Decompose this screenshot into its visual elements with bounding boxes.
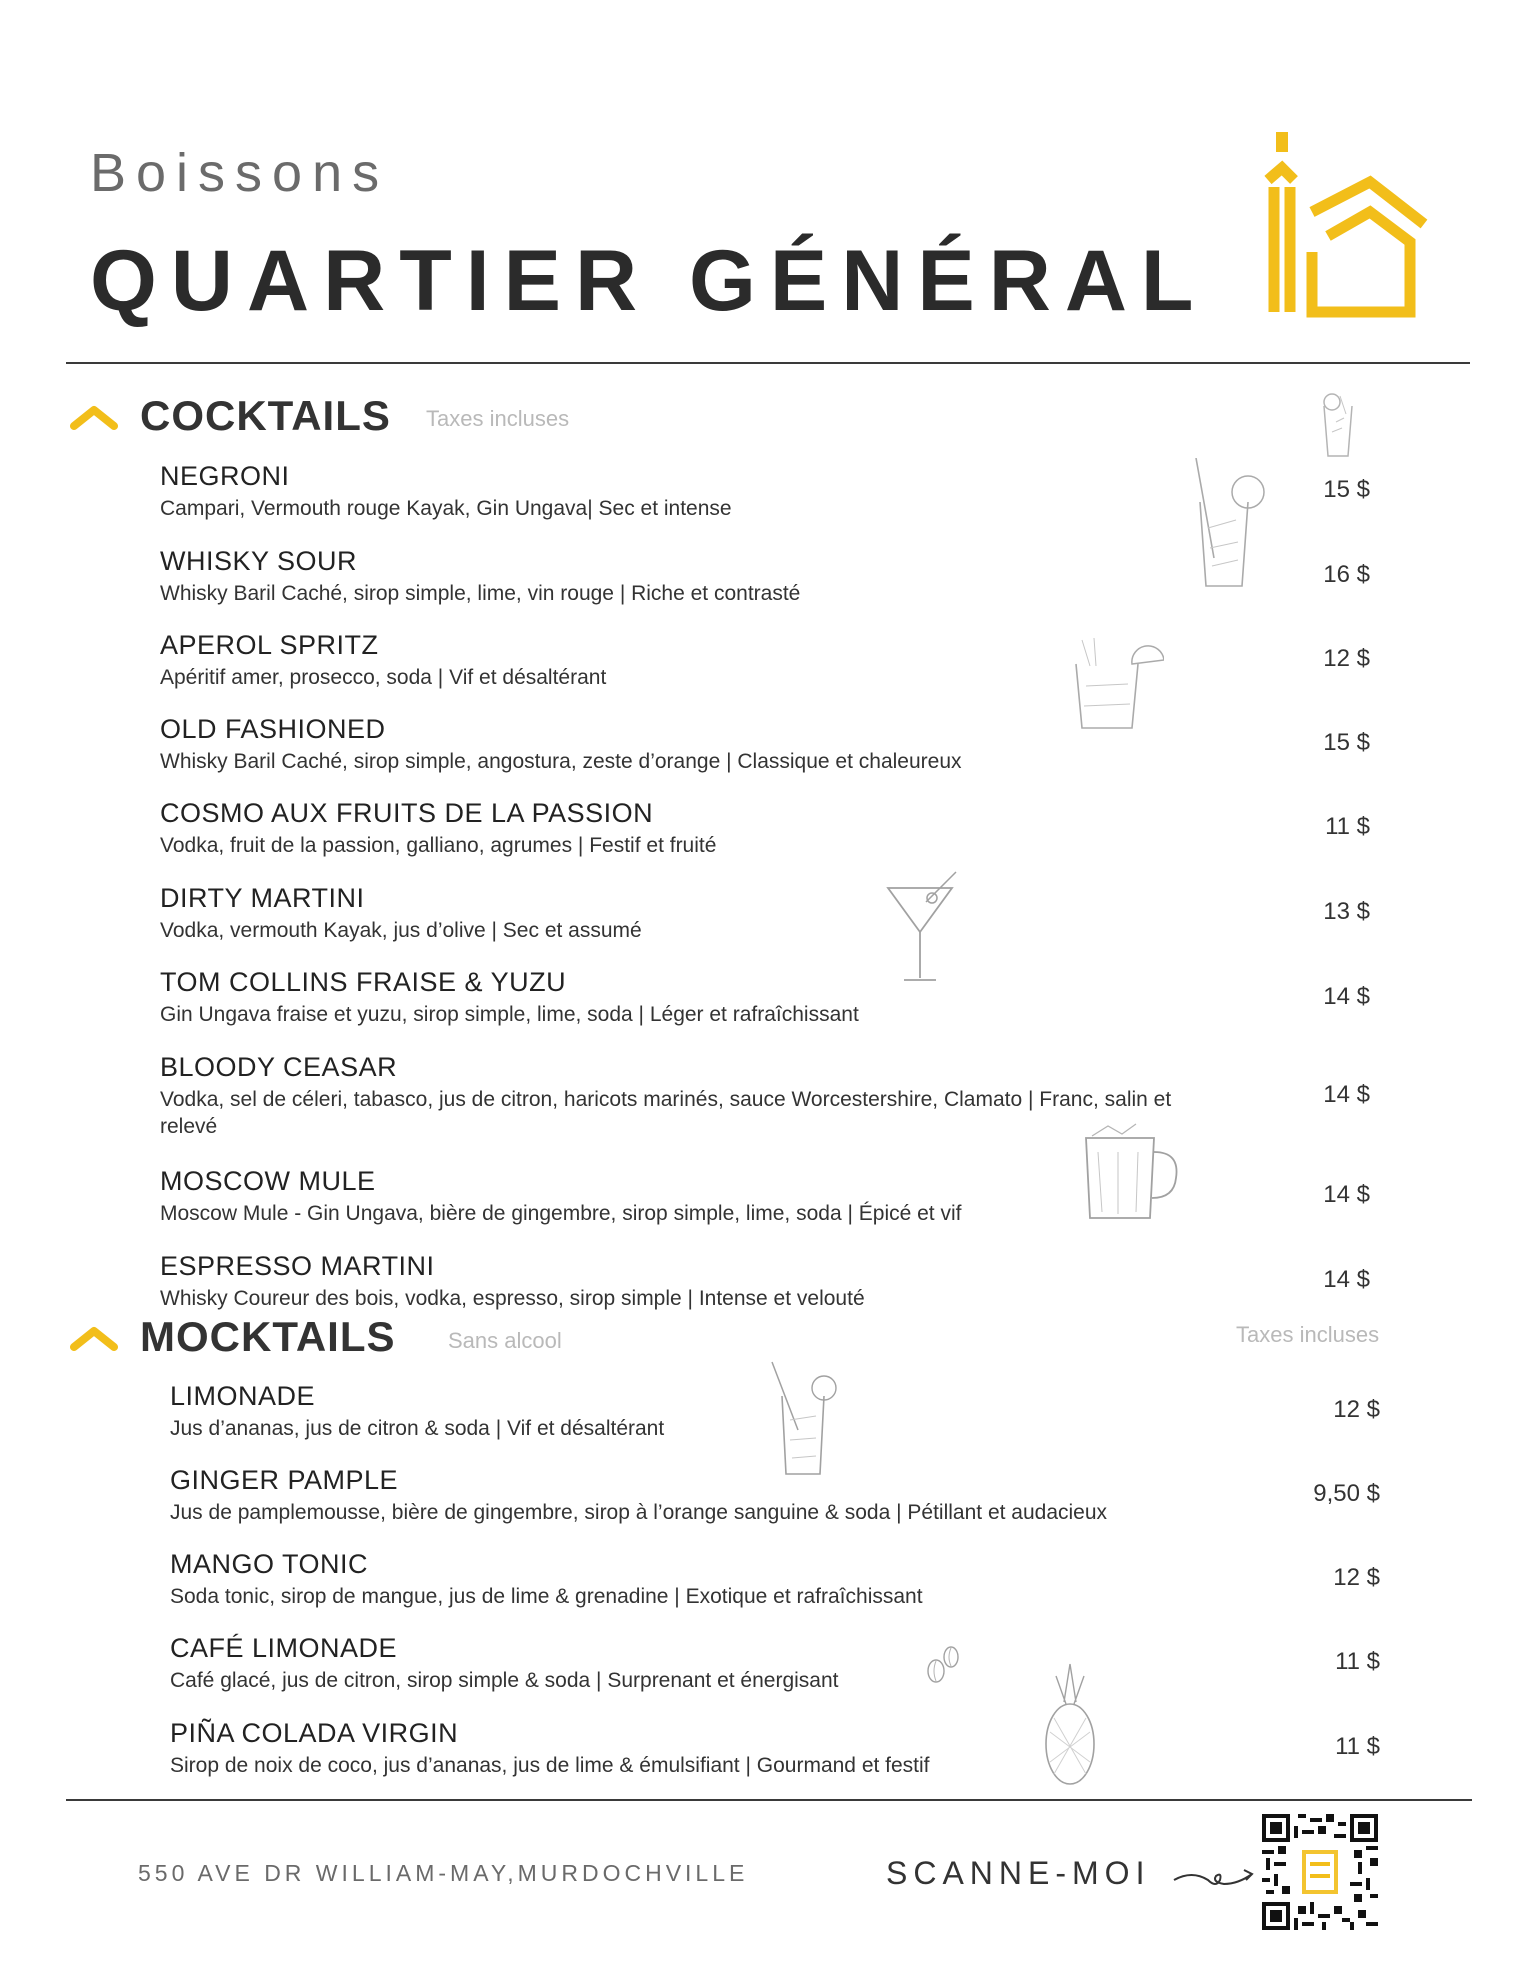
chevron-up-icon: [70, 1323, 118, 1351]
item-name: BLOODY CEASAR: [160, 1052, 398, 1082]
item-name: CAFÉ LIMONADE: [170, 1633, 398, 1663]
item-price: 14 $: [1323, 983, 1370, 1010]
coffee-beans-sketch-icon: [924, 1643, 962, 1685]
menu-item-cosmo: [160, 797, 716, 859]
lemonade-glass-sketch-icon: [768, 1360, 840, 1480]
item-description: Vodka, vermouth Kayak, jus d’olive | Sec et assumé: [160, 919, 642, 942]
mocktails-alcohol-note: Sans alcool: [448, 1328, 562, 1353]
item-price: 15 $: [1323, 729, 1370, 756]
item-name: MANGO TONIC: [170, 1549, 369, 1579]
item-description: Vodka, sel de céleri, tabasco, jus de citron, haricots marinés, sauce Worcestershire, Clamato | Franc, salin et relevé: [160, 1088, 1172, 1138]
item-name: DIRTY MARTINI: [160, 883, 365, 913]
menu-item-aperol-spritz: [160, 629, 606, 691]
item-price: 11 $: [1325, 813, 1370, 840]
restaurant-title: QUARTIER GÉNÉRAL: [90, 233, 1208, 329]
item-name: TOM COLLINS FRAISE & YUZU: [160, 967, 567, 997]
item-description: Soda tonic, sirop de mangue, jus de lime & grenadine | Exotique et rafraîchissant: [170, 1585, 923, 1608]
item-description: Whisky Baril Caché, sirop simple, angostura, zeste d’orange | Classique et chaleureux: [160, 750, 962, 773]
menu-item-mango-tonic: [170, 1548, 923, 1610]
item-name: MOSCOW MULE: [160, 1166, 376, 1196]
item-price: 14 $: [1323, 1181, 1370, 1208]
mocktails-section-header: [70, 1313, 396, 1361]
item-name: NEGRONI: [160, 461, 290, 491]
menu-item-tom-collins: [160, 966, 859, 1028]
menu-item-negroni: [160, 460, 732, 522]
menu-subtitle: Boissons: [90, 143, 390, 203]
qr-code-icon[interactable]: [1262, 1814, 1378, 1930]
item-name: PIÑA COLADA VIRGIN: [170, 1718, 459, 1748]
item-price: 15 $: [1323, 476, 1370, 503]
item-description: Sirop de noix de coco, jus d’ananas, jus de lime & émulsifiant | Gourmand et festif: [170, 1754, 930, 1777]
house-logo-icon: [1252, 132, 1432, 322]
curly-arrow-icon: [1172, 1862, 1256, 1892]
menu-item-ginger-pample: [170, 1464, 1107, 1526]
header-divider: [66, 362, 1470, 364]
item-name: LIMONADE: [170, 1381, 316, 1411]
rocks-glass-sketch-icon: [1068, 636, 1164, 736]
item-description: Whisky Coureur des bois, vodka, espresso, sirop simple | Intense et velouté: [160, 1287, 865, 1310]
item-price: 14 $: [1323, 1266, 1370, 1293]
menu-item-limonade: [170, 1380, 664, 1442]
copper-mug-sketch-icon: [1078, 1122, 1184, 1226]
item-description: Whisky Baril Caché, sirop simple, lime, vin rouge | Riche et contrasté: [160, 582, 801, 605]
item-price: 12 $: [1323, 645, 1370, 672]
menu-item-old-fashioned: [160, 713, 962, 775]
footer-divider: [66, 1799, 1472, 1801]
item-description: Vodka, fruit de la passion, galliano, agrumes | Festif et fruité: [160, 834, 717, 857]
item-description: Café glacé, jus de citron, sirop simple & soda | Surprenant et énergisant: [170, 1669, 839, 1692]
menu-item-espresso-martini: [160, 1250, 865, 1312]
item-price: 12 $: [1333, 1564, 1380, 1591]
menu-item-moscow-mule: [160, 1165, 961, 1227]
item-price: 16 $: [1323, 561, 1370, 588]
menu-item-cafe-limonade: [170, 1632, 838, 1694]
item-price: 12 $: [1333, 1396, 1380, 1423]
item-name: OLD FASHIONED: [160, 714, 386, 744]
martini-glass-sketch-icon: [882, 868, 962, 986]
cocktails-tax-note: Taxes incluses: [426, 406, 570, 431]
item-name: WHISKY SOUR: [160, 546, 358, 576]
item-description: Apéritif amer, prosecco, soda | Vif et désaltérant: [160, 666, 607, 689]
item-name: ESPRESSO MARTINI: [160, 1251, 435, 1281]
item-description: Jus de pamplemousse, bière de gingembre, sirop à l’orange sanguine & soda | Pétillant et audacieux: [170, 1501, 1108, 1524]
chevron-up-icon: [70, 402, 118, 430]
menu-item-whisky-sour: [160, 545, 800, 607]
item-price: 14 $: [1323, 1081, 1370, 1108]
pineapple-sketch-icon: [1042, 1662, 1098, 1788]
menu-item-pina-colada-virgin: [170, 1717, 930, 1779]
item-name: APEROL SPRITZ: [160, 630, 379, 660]
mocktails-title: MOCKTAILS: [140, 1313, 396, 1360]
item-name: GINGER PAMPLE: [170, 1465, 399, 1495]
item-description: Campari, Vermouth rouge Kayak, Gin Ungava| Sec et intense: [160, 497, 732, 520]
item-name: COSMO AUX FRUITS DE LA PASSION: [160, 798, 654, 828]
tall-glass-sketch-icon: [1318, 392, 1358, 460]
item-price: 11 $: [1335, 1648, 1380, 1675]
item-description: Jus d’ananas, jus de citron & soda | Vif et désaltérant: [170, 1417, 665, 1440]
menu-item-dirty-martini: [160, 882, 642, 944]
item-price: 9,50 $: [1313, 1480, 1380, 1507]
item-price: 11 $: [1335, 1733, 1380, 1760]
restaurant-address: 550 AVE DR WILLIAM-MAY,MURDOCHVILLE: [138, 1860, 749, 1886]
menu-item-bloody-ceasar: [160, 1051, 1220, 1140]
item-description: Moscow Mule - Gin Ungava, bière de gingembre, sirop simple, lime, soda | Épicé et vif: [160, 1202, 962, 1225]
cocktails-title: COCKTAILS: [140, 392, 391, 439]
item-description: Gin Ungava fraise et yuzu, sirop simple, lime, soda | Léger et rafraîchissant: [160, 1003, 859, 1026]
item-price: 13 $: [1323, 898, 1370, 925]
cocktails-section-header: [70, 392, 391, 440]
mocktails-tax-note: Taxes incluses: [1236, 1322, 1380, 1347]
scan-me-label: SCANNE-MOI: [886, 1855, 1151, 1891]
highball-glass-sketch-icon: [1192, 458, 1268, 594]
